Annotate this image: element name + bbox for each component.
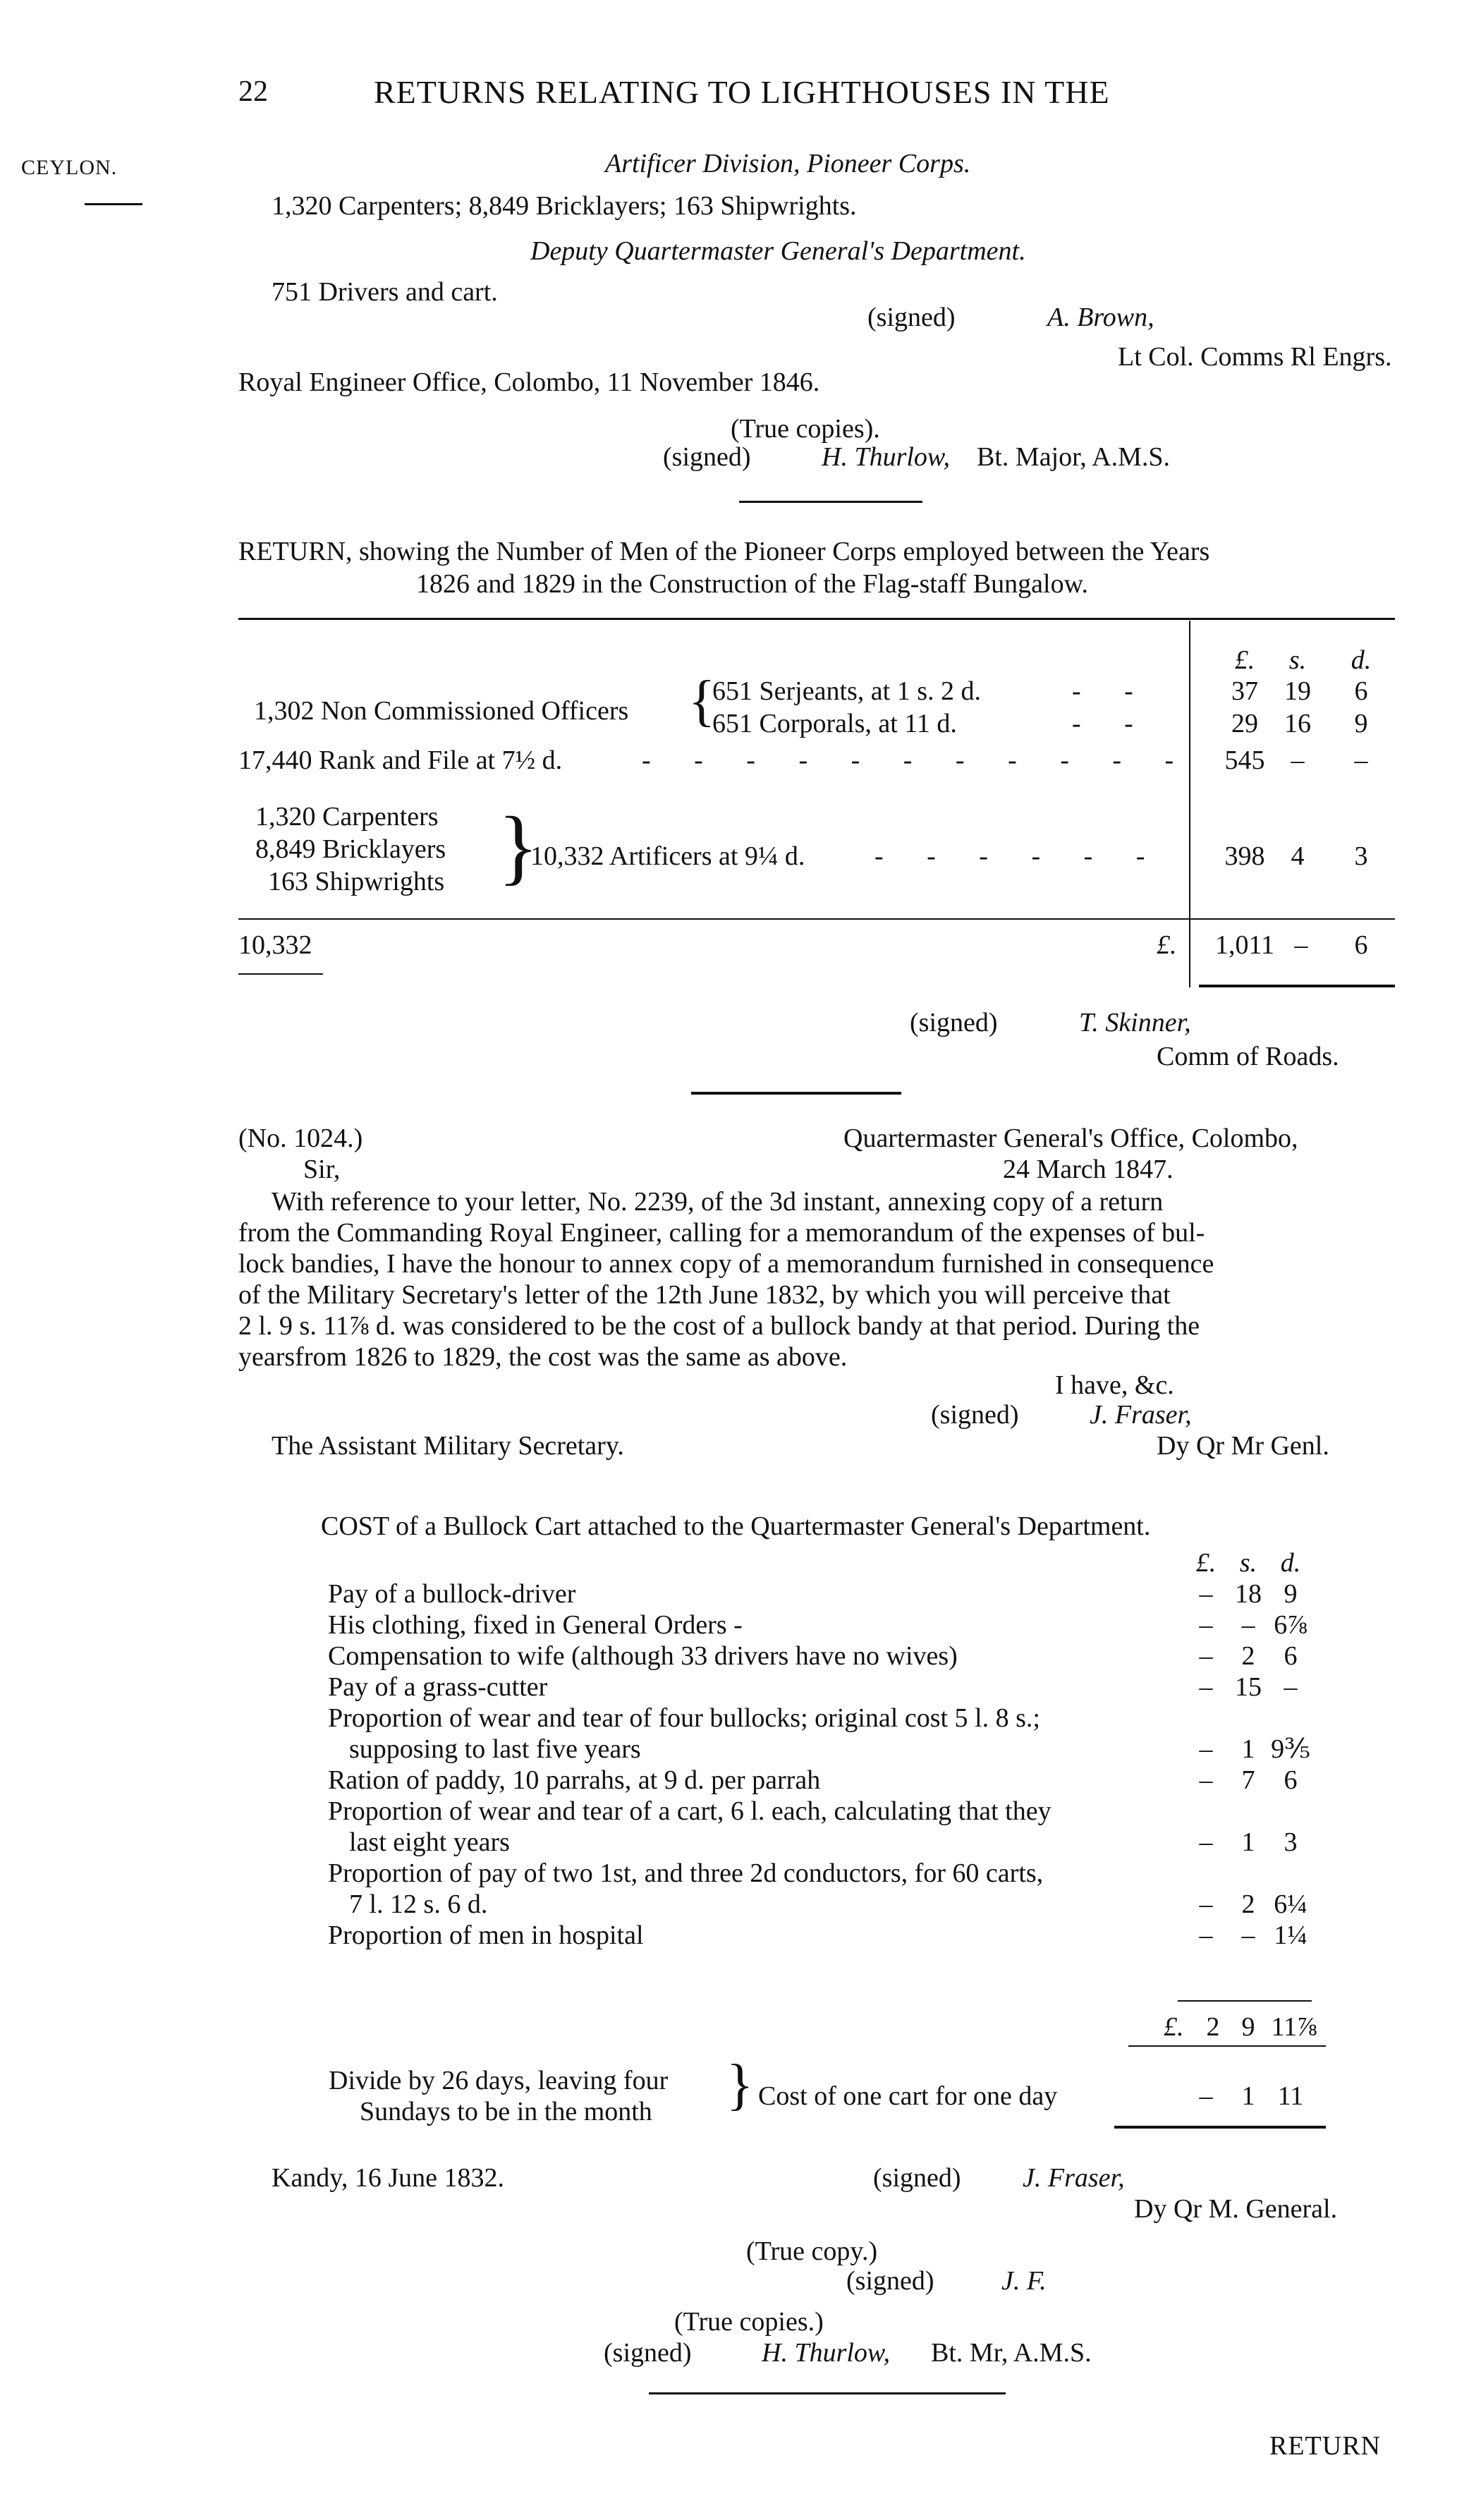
brace: { — [726, 2054, 754, 2116]
currency-pence-header: d. — [1351, 645, 1372, 675]
cost-item-label: Proportion of men in hospital — [328, 1921, 644, 1950]
signer-brown: A. Brown, — [1047, 303, 1154, 332]
letter-date: 24 March 1847. — [1003, 1155, 1174, 1184]
leader-dots: - - — [1072, 709, 1152, 738]
money-double-rule — [1199, 985, 1395, 987]
money-column-rule — [1189, 621, 1190, 987]
artificer-line: 1,320 Carpenters; 8,849 Bricklayers; 163 Shipwrights. — [272, 191, 857, 221]
cell-pounds: – — [1199, 1765, 1213, 1795]
cost-title: COST of a Bullock Cart attached to the Quartermaster General's Department. — [321, 1511, 1151, 1541]
cell-pounds: 545 — [1224, 745, 1265, 775]
trade-shipwrights: 163 Shipwrights — [268, 867, 445, 896]
per-day-shillings: 1 — [1241, 2081, 1255, 2111]
cell-pence: – — [1284, 1672, 1298, 1702]
total-underline — [238, 973, 323, 975]
signed-label: (signed) — [931, 1400, 1019, 1430]
signed-label: (signed) — [846, 2266, 934, 2296]
trade-bricklayers: 8,849 Bricklayers — [255, 834, 446, 864]
cell-pounds: – — [1199, 1579, 1213, 1609]
cost-item-label: Proportion of pay of two 1st, and three 2d conductors, for 60 carts, — [328, 1858, 1044, 1888]
cell-shillings: 2 — [1241, 1641, 1255, 1671]
divider — [691, 1092, 901, 1095]
brace: { — [688, 670, 716, 732]
return-title-line1: RETURN, showing the Number of Men of the Pioneer Corps employed between the Years — [238, 537, 1210, 566]
cost-item-label: Pay of a bullock-driver — [328, 1579, 576, 1609]
cell-shillings: 4 — [1291, 841, 1305, 871]
signer-brown-title: Lt Col. Comms Rl Engrs. — [1118, 342, 1392, 372]
total-underline — [1128, 2045, 1326, 2047]
trade-carpenters: 1,320 Carpenters — [255, 802, 439, 832]
letter-line: 2 l. 9 s. 11⅞ d. was considered to be the cost of a bullock bandy at that period. During the — [238, 1311, 1200, 1341]
double-rule — [1114, 2126, 1326, 2129]
rank-file-row: 17,440 Rank and File at 7½ d. — [238, 745, 563, 775]
per-day-pence: 11 — [1277, 2081, 1304, 2111]
cell-pounds: – — [1199, 1641, 1213, 1671]
cell-pence: 9⅗ — [1271, 1734, 1310, 1764]
drivers-line: 751 Drivers and cart. — [272, 277, 498, 307]
leader-dots: - - - - - - - - - - - — [642, 745, 1193, 775]
letter-line: yearsfrom 1826 to 1829, the cost was the same as above. — [238, 1342, 848, 1372]
cell-shillings: 16 — [1284, 709, 1311, 738]
leader-dots: - - — [1072, 676, 1152, 706]
leader-dots: - - - - - - — [874, 841, 1164, 871]
signer-fraser: J. Fraser, — [1090, 1400, 1192, 1430]
running-title: RETURNS RELATING TO LIGHTHOUSES IN THE — [374, 74, 1110, 110]
cell-pence: 6¼ — [1274, 1889, 1308, 1919]
true-copies: (True copies). — [731, 414, 880, 444]
cost-item-label: His clothing, fixed in General Orders - — [328, 1610, 743, 1640]
cell-pence: 3 — [1354, 841, 1368, 871]
cell-pence: 1¼ — [1274, 1921, 1308, 1950]
true-copies: (True copies.) — [674, 2307, 824, 2337]
nco-label: 1,302 Non Commissioned Officers — [254, 696, 629, 726]
nco-row-corporals: 651 Corporals, at 11 d. — [712, 709, 957, 738]
cell-shillings: 2 — [1241, 1889, 1255, 1919]
letter-line: lock bandies, I have the honour to annex copy of a memorandum furnished in consequence — [238, 1249, 1214, 1279]
cell-pounds: – — [1199, 1827, 1213, 1857]
currency-pound-header: £. — [1234, 645, 1255, 675]
artificers-row: 10,332 Artificers at 9¼ d. — [530, 841, 805, 871]
total-pence: 6 — [1354, 930, 1368, 960]
total-symbol: £. — [1164, 2012, 1184, 2042]
artificer-heading: Artificer Division, Pioneer Corps. — [605, 149, 971, 178]
cell-pounds: 37 — [1231, 676, 1258, 706]
cost-item-label: last eight years — [349, 1827, 510, 1857]
divider — [739, 501, 922, 503]
catchword: RETURN — [1269, 2431, 1381, 2461]
brace: { — [498, 799, 539, 893]
signer-fraser: J. Fraser, — [1023, 2163, 1125, 2193]
signer-jf: J. F. — [1001, 2266, 1047, 2296]
cell-pence: – — [1354, 745, 1368, 775]
letter-line: from the Commanding Royal Engineer, calling for a memorandum of the expenses of bul- — [238, 1218, 1205, 1248]
cell-shillings: – — [1241, 1610, 1255, 1640]
margin-label: CEYLON. — [21, 156, 118, 179]
per-day-label: Cost of one cart for one day — [758, 2081, 1058, 2111]
cell-shillings: 1 — [1241, 1734, 1255, 1764]
cell-pence: 3 — [1284, 1827, 1298, 1857]
signed-label: (signed) — [910, 1008, 998, 1037]
cost-item-label: Compensation to wife (although 33 drivers have no wives) — [328, 1641, 958, 1671]
total-men: 10,332 — [238, 930, 312, 960]
cell-pounds: – — [1199, 1921, 1213, 1950]
total-shillings: – — [1294, 930, 1308, 960]
cell-shillings: 7 — [1241, 1765, 1255, 1795]
sum-rule — [1178, 2000, 1312, 2002]
letter-office: Quartermaster General's Office, Colombo, — [843, 1124, 1298, 1153]
signed-label: (signed) — [604, 2338, 692, 2368]
signed-label: (signed) — [873, 2163, 961, 2193]
letter-addressee: The Assistant Military Secretary. — [272, 1431, 624, 1461]
cell-shillings: 18 — [1235, 1579, 1262, 1609]
cell-pence: 9 — [1284, 1579, 1298, 1609]
nco-row-serjeants: 651 Serjeants, at 1 s. 2 d. — [712, 676, 982, 706]
signer-thurlow-title: Bt. Major, A.M.S. — [977, 442, 1171, 472]
total-shillings: 9 — [1241, 2012, 1255, 2042]
cell-pounds: 398 — [1224, 841, 1265, 871]
cell-pounds: – — [1199, 1889, 1213, 1919]
cell-pence: 6⅞ — [1274, 1610, 1308, 1640]
signed-label: (signed) — [663, 442, 751, 472]
letter-line: of the Military Secretary's letter of the 12th June 1832, by which you will perceive that — [238, 1280, 1171, 1310]
cell-shillings: – — [1241, 1921, 1255, 1950]
letter-closing: I have, &c. — [1055, 1370, 1174, 1400]
currency-pence-header: d. — [1280, 1548, 1301, 1578]
divide-line1: Divide by 26 days, leaving four — [329, 2066, 669, 2095]
cell-pence: 6 — [1284, 1765, 1298, 1795]
total-pence: 11⅞ — [1271, 2012, 1317, 2042]
cost-item-label: Proportion of wear and tear of four bullocks; original cost 5 l. 8 s.; — [328, 1703, 1040, 1733]
table-top-rule — [238, 618, 1395, 620]
cell-shillings: – — [1291, 745, 1305, 775]
divider — [649, 2392, 1006, 2394]
cost-item-label: Ration of paddy, 10 parrahs, at 9 d. per parrah — [328, 1765, 821, 1795]
divide-line2: Sundays to be in the month — [360, 2097, 652, 2126]
cell-shillings: 15 — [1235, 1672, 1262, 1702]
letter-number: (No. 1024.) — [238, 1124, 363, 1153]
return-title-line2: 1826 and 1829 in the Construction of the Flag-staff Bungalow. — [416, 569, 1089, 599]
currency-pound-header: £. — [1195, 1548, 1217, 1578]
cell-pounds: – — [1199, 1672, 1213, 1702]
letter-salutation: Sir, — [303, 1155, 341, 1184]
signer-skinner-title: Comm of Roads. — [1157, 1042, 1339, 1071]
dqmg-heading: Deputy Quartermaster General's Department. — [530, 236, 1026, 266]
cell-pence: 9 — [1354, 709, 1368, 738]
currency-shilling-header: s. — [1239, 1548, 1257, 1578]
office-line: Royal Engineer Office, Colombo, 11 November 1846. — [238, 367, 820, 397]
currency-shilling-header: s. — [1288, 645, 1307, 675]
cell-pence: 6 — [1354, 676, 1368, 706]
page-number: 22 — [238, 75, 268, 108]
cost-item-label: 7 l. 12 s. 6 d. — [349, 1889, 488, 1919]
place-date: Kandy, 16 June 1832. — [272, 2163, 504, 2193]
total-pounds: 1,011 — [1214, 930, 1275, 960]
letter-line: With reference to your letter, No. 2239, of the 3d instant, annexing copy of a return — [272, 1187, 1164, 1217]
signer-thurlow: H. Thurlow, — [822, 442, 950, 472]
signer-skinner: T. Skinner, — [1079, 1008, 1191, 1037]
total-symbol: £. — [1157, 930, 1177, 960]
per-day-pounds: – — [1199, 2081, 1213, 2111]
cell-pounds: – — [1199, 1734, 1213, 1764]
margin-rule — [85, 203, 142, 205]
cost-item-label: Pay of a grass-cutter — [328, 1672, 548, 1702]
cell-pounds: 29 — [1231, 709, 1258, 738]
cell-pence: 6 — [1284, 1641, 1298, 1671]
signer-thurlow: H. Thurlow, — [762, 2338, 890, 2368]
cell-shillings: 19 — [1284, 676, 1311, 706]
cost-item-label: Proportion of wear and tear of a cart, 6 l. each, calculating that they — [328, 1796, 1052, 1826]
total-rule — [238, 918, 1395, 920]
true-copy: (True copy.) — [746, 2236, 878, 2266]
cost-item-label: supposing to last five years — [349, 1734, 641, 1764]
signed-label: (signed) — [867, 303, 956, 332]
signer-fraser-title: Dy Qr M. General. — [1134, 2194, 1338, 2224]
cell-shillings: 1 — [1241, 1827, 1255, 1857]
cell-pounds: – — [1199, 1610, 1213, 1640]
total-pounds: 2 — [1206, 2012, 1220, 2042]
signer-thurlow-title: Bt. Mr, A.M.S. — [931, 2338, 1092, 2368]
signer-fraser-title: Dy Qr Mr Genl. — [1157, 1431, 1329, 1461]
